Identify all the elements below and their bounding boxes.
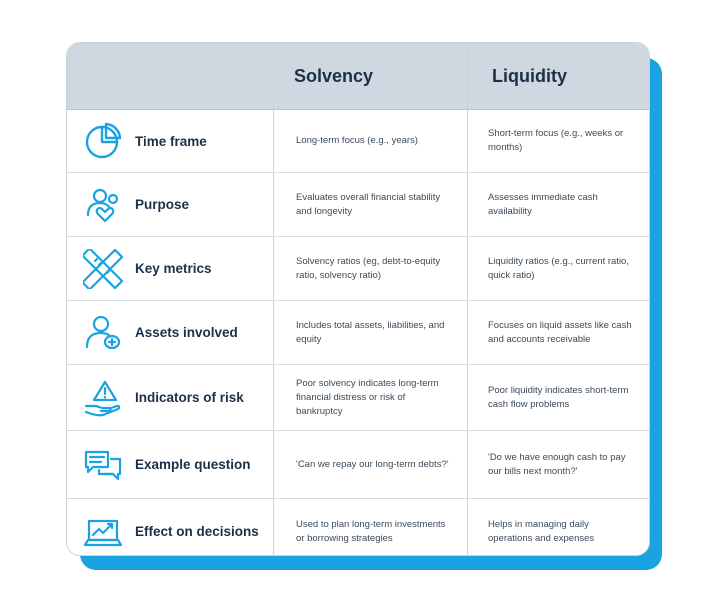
table-row: [67, 499, 649, 556]
pie-chart-icon: [83, 121, 123, 161]
row-label-cell: [67, 110, 273, 172]
row-label: Assets involved: [135, 325, 238, 340]
table-row: [67, 237, 649, 301]
liquidity-cell: Liquidity ratios (e.g., current ratio, quick ratio): [467, 237, 649, 300]
laptop-chart-icon: [83, 512, 123, 552]
table-row: [67, 301, 649, 365]
row-label: Example question: [135, 457, 251, 472]
solvency-cell: Solvency ratios (eg, debt-to-equity ratio, solvency ratio): [273, 237, 467, 300]
chat-bubbles-icon: [83, 445, 123, 485]
table-row: [67, 110, 649, 173]
solvency-cell: Includes total assets, liabilities, and equity: [273, 301, 467, 364]
liquidity-cell: Short-term focus (e.g., weeks or months): [467, 110, 649, 172]
table-header: [67, 43, 649, 110]
solvency-cell: Evaluates overall financial stability and longevity: [273, 173, 467, 236]
row-label-cell: [67, 431, 273, 498]
ruler-pencil-icon: [83, 249, 123, 289]
solvency-cell: Poor solvency indicates long-term financial distress or risk of bankruptcy: [273, 365, 467, 430]
row-label: Time frame: [135, 133, 207, 149]
liquidity-cell: Assesses immediate cash availability: [467, 173, 649, 236]
row-label-cell: [67, 365, 273, 430]
table-row: [67, 173, 649, 237]
row-label: Key metrics: [135, 261, 212, 276]
row-label-cell: [67, 301, 273, 364]
table-row: [67, 431, 649, 499]
comparison-table: [66, 42, 650, 556]
liquidity-cell: 'Do we have enough cash to pay our bills next month?': [467, 431, 649, 498]
header-liquidity: Liquidity: [467, 43, 649, 109]
row-label-cell: [67, 237, 273, 300]
row-label: Effect on decisions: [135, 524, 259, 539]
row-label: Indicators of risk: [135, 390, 244, 405]
header-solvency: Solvency: [273, 43, 467, 109]
solvency-cell: 'Can we repay our long-term debts?': [273, 431, 467, 498]
table-row: [67, 365, 649, 431]
liquidity-cell: Focuses on liquid assets like cash and accounts receivable: [467, 301, 649, 364]
row-label-cell: [67, 173, 273, 236]
header-empty-cell: [67, 43, 273, 109]
warning-hand-icon: [83, 378, 123, 418]
liquidity-cell: Helps in managing daily operations and expenses: [467, 499, 649, 556]
row-label-cell: [67, 499, 273, 556]
row-label: Purpose: [135, 197, 190, 212]
liquidity-cell: Poor liquidity indicates short-term cash flow problems: [467, 365, 649, 430]
person-coins-icon: [83, 313, 123, 353]
solvency-cell: Long-term focus (e.g., years): [273, 110, 467, 172]
solvency-cell: Used to plan long-term investments or borrowing strategies: [273, 499, 467, 556]
people-heart-icon: [83, 185, 123, 225]
